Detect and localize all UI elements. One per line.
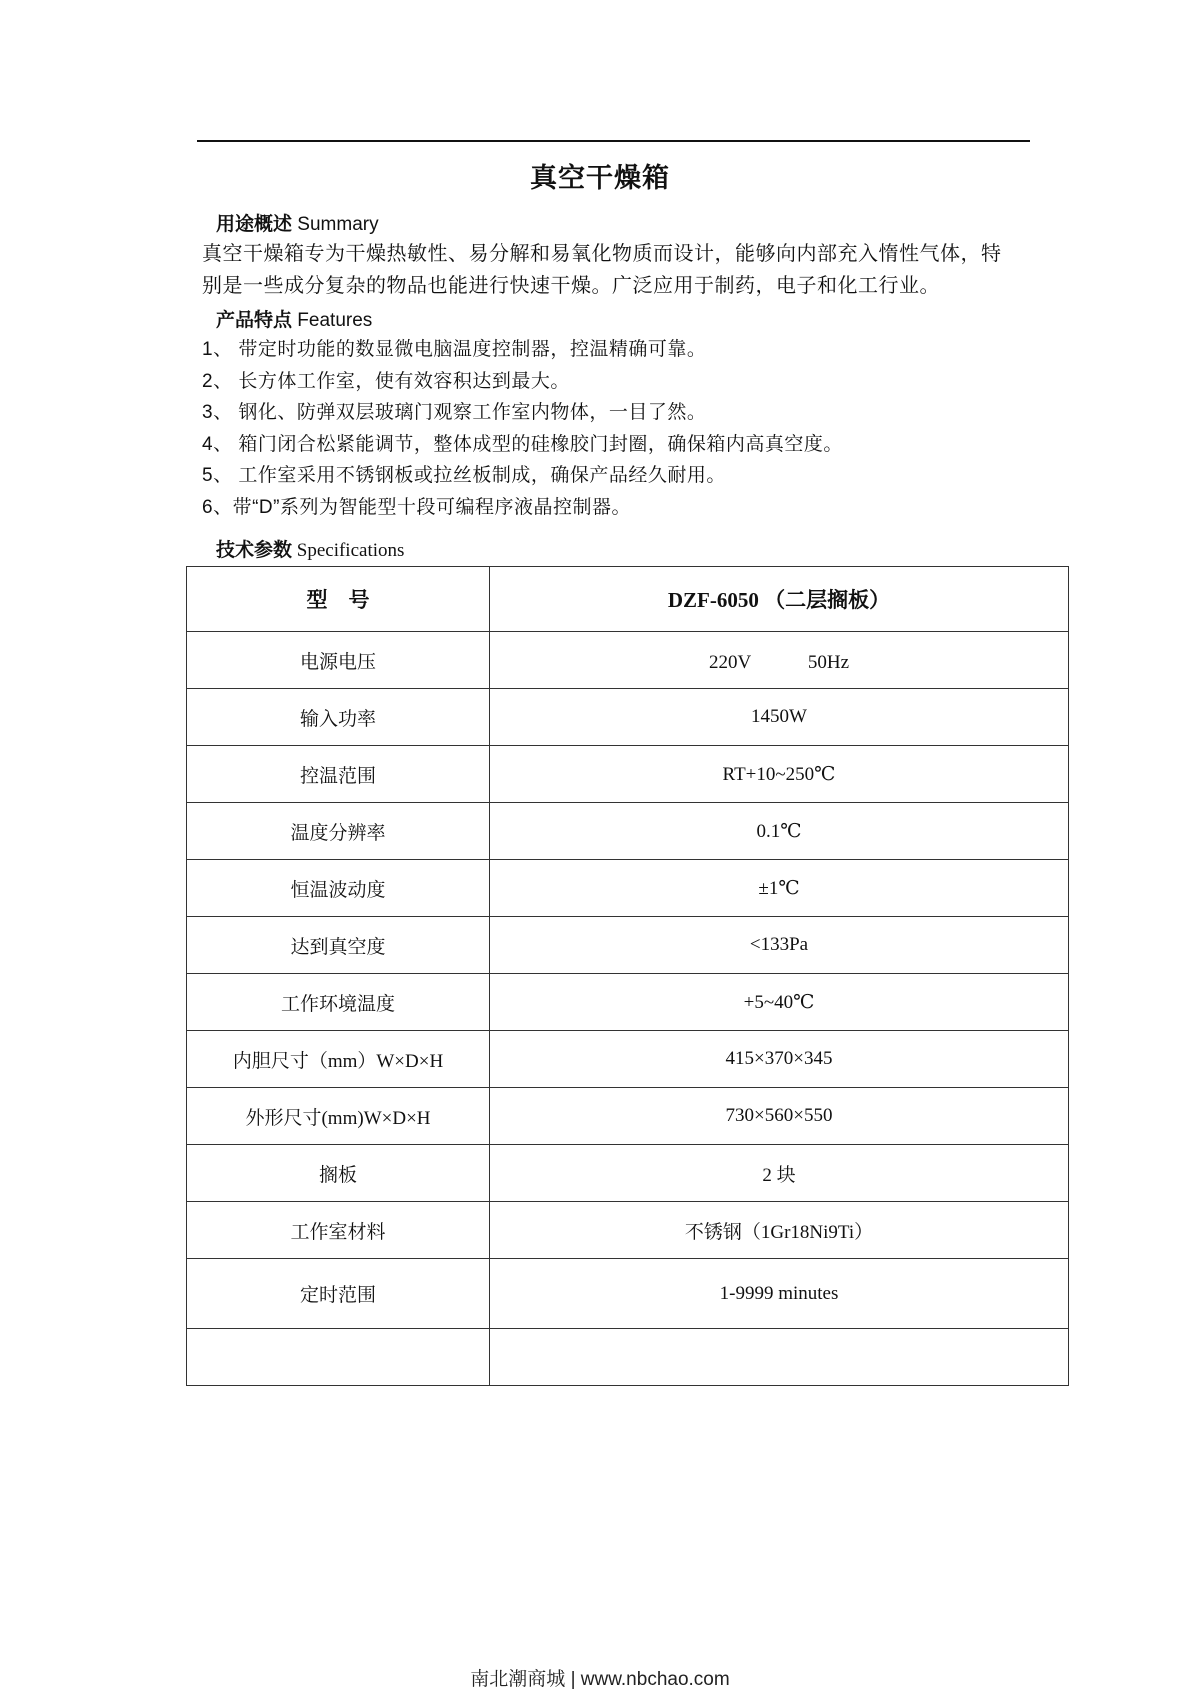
spec-label: 输入功率 <box>187 689 490 746</box>
spec-label: 定时范围 <box>187 1259 490 1329</box>
header-rule <box>197 140 1030 142</box>
spec-value: 2 块 <box>490 1145 1069 1202</box>
table-row <box>187 860 1069 917</box>
summary-heading-en: Summary <box>297 214 379 235</box>
spec-value: <133Pa <box>490 917 1069 974</box>
table-header-row <box>187 567 1069 632</box>
features-heading <box>216 305 372 332</box>
features-list <box>202 334 843 524</box>
spec-label: 外形尺寸(mm)W×D×H <box>187 1088 490 1145</box>
table-row <box>187 917 1069 974</box>
summary-heading-cn: 用途概述 <box>216 214 293 235</box>
table-row <box>187 803 1069 860</box>
summary-heading <box>216 209 379 236</box>
spec-value: 220V 50Hz <box>490 632 1069 689</box>
spec-value: 1-9999 minutes <box>490 1259 1069 1329</box>
spec-label: 温度分辨率 <box>187 803 490 860</box>
spec-value: 0.1℃ <box>490 803 1069 860</box>
spec-value: 415×370×345 <box>490 1031 1069 1088</box>
spec-label <box>187 1329 490 1386</box>
specifications-heading <box>216 535 404 562</box>
spec-value: 不锈钢（1Gr18Ni9Ti） <box>490 1202 1069 1259</box>
spec-label: 内胆尺寸（mm）W×D×H <box>187 1031 490 1088</box>
table-row <box>187 1202 1069 1259</box>
summary-line: 真空干燥箱专为干燥热敏性、易分解和易氧化物质而设计，能够向内部充入惰性气体，特 <box>202 243 1002 265</box>
feature-item: 1、 带定时功能的数显微电脑温度控制器，控温精确可靠。 <box>202 339 707 360</box>
specifications-heading-en: Specifications <box>296 540 405 561</box>
spec-value <box>490 1329 1069 1386</box>
spec-value: 1450W <box>490 689 1069 746</box>
spec-label: 搁板 <box>187 1145 490 1202</box>
spec-label: 控温范围 <box>187 746 490 803</box>
header-value-cell: DZF-6050 （二层搁板） <box>490 567 1069 632</box>
spec-value: +5~40℃ <box>490 974 1069 1031</box>
table-row-empty <box>187 1329 1069 1386</box>
feature-item: 5、 工作室采用不锈钢板或拉丝板制成，确保产品经久耐用。 <box>202 465 726 487</box>
spec-label: 工作环境温度 <box>187 974 490 1031</box>
spec-label: 电源电压 <box>187 632 490 689</box>
table-row <box>187 746 1069 803</box>
footer-watermark: 南北潮商城 | www.nbchao.com <box>470 1669 730 1690</box>
features-heading-en: Features <box>297 310 373 331</box>
summary-line: 别是一些成分复杂的物品也能进行快速干燥。广泛应用于制药，电子和化工行业。 <box>202 275 940 297</box>
specifications-heading-cn: 技术参数 <box>216 540 293 561</box>
spec-value: 730×560×550 <box>490 1088 1069 1145</box>
features-heading-cn: 产品特点 <box>216 310 293 331</box>
summary-paragraph <box>202 238 1042 302</box>
feature-item: 6、带“D”系列为智能型十段可编程序液晶控制器。 <box>202 496 631 518</box>
table-row <box>187 1088 1069 1145</box>
page-title: 真空干燥箱 <box>530 163 670 193</box>
spec-label: 工作室材料 <box>187 1202 490 1259</box>
table-row <box>187 632 1069 689</box>
table-row <box>187 1145 1069 1202</box>
spec-value: ±1℃ <box>490 860 1069 917</box>
table-row <box>187 1031 1069 1088</box>
table-row <box>187 974 1069 1031</box>
specifications-table <box>186 566 1069 1386</box>
spec-label: 达到真空度 <box>187 917 490 974</box>
spec-value: RT+10~250℃ <box>490 746 1069 803</box>
spec-label: 恒温波动度 <box>187 860 490 917</box>
feature-item: 3、 钢化、防弹双层玻璃门观察工作室内物体，一目了然。 <box>202 402 707 424</box>
table-row <box>187 1259 1069 1329</box>
table-row <box>187 689 1069 746</box>
feature-item: 4、 箱门闭合松紧能调节，整体成型的硅橡胶门封圈，确保箱内高真空度。 <box>202 433 843 455</box>
feature-item: 2、 长方体工作室，使有效容积达到最大。 <box>202 370 570 392</box>
header-label-cell: 型 号 <box>187 567 490 632</box>
